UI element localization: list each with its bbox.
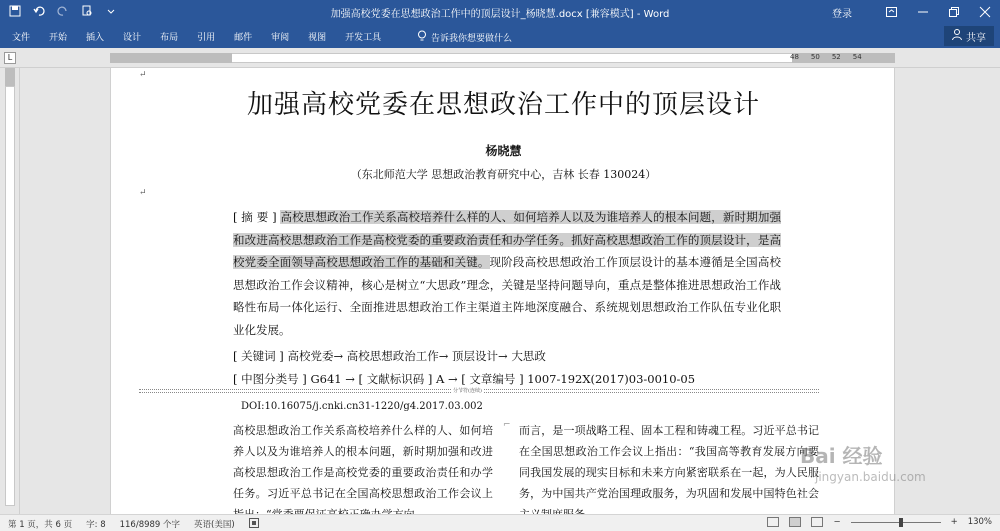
abstract-label: [ 摘 要 ] <box>233 210 277 224</box>
body-column-left: 高校思想政治工作关系高校培养什么样的人、如何培养人以及为谁培养人的根本问题，新时期加强和改进高校思想政治工作是高校党委的重要政治责任和办学任务。习近平总书记在全国高校思想政治工作会议上 <box>233 424 493 500</box>
read-mode-icon[interactable] <box>767 517 779 527</box>
keywords-label: [ 关键词 ] <box>233 349 284 363</box>
zoom-slider-thumb[interactable] <box>899 518 903 527</box>
tab-file[interactable]: 文件 <box>12 33 31 43</box>
ruler-left-margin <box>110 53 232 63</box>
ruler-number: 50 <box>810 53 820 61</box>
login-link[interactable]: 登录 <box>832 9 852 20</box>
status-bar <box>0 514 1000 531</box>
word-count[interactable]: 116/8989 个字 <box>119 520 181 530</box>
horizontal-ruler[interactable] <box>0 48 1000 68</box>
document-title: 加强高校党委在思想政治工作中的顶层设计 <box>246 90 760 120</box>
minimize-icon[interactable] <box>907 0 938 24</box>
tab-view[interactable]: 视图 <box>308 33 327 43</box>
keywords-line <box>233 348 546 364</box>
body-column-right: 而言，是一项战略工程、固本工程和铸魂工程。习近平总书记在全国思想政治工作会议上指出：“我国高等教育发展方向要同我国发展的现实目标和未来方向紧密联系在一起，为人民服务，为中国共产党治国理政服务，为巩固和发展中国特色社会 <box>519 424 819 500</box>
restore-icon[interactable] <box>938 0 969 24</box>
selected-text[interactable]: 高校思想政治工作关系高校培养什么样的人、如何培养人以及为谁培养人的根本问题，新时期加强和改进高校思想政治工作是高校党委的重要政治责任和办学任务。抓好高校思想政治工作的顶层设计，是高校党委全面领导高校思想政治工作的基础和关键。 <box>233 210 782 269</box>
section-break-label: 分节符(连续) <box>453 388 482 394</box>
undo-icon[interactable] <box>32 4 46 18</box>
print-preview-icon[interactable] <box>80 4 94 18</box>
keywords-text: 高校党委→ 高校思想政治工作→ 顶层设计→ 大思政 <box>287 349 546 363</box>
zoom-out-icon[interactable]: − <box>833 517 841 527</box>
column-marker: ⌐ <box>503 420 511 430</box>
lightbulb-icon <box>417 30 427 45</box>
tab-review[interactable]: 审阅 <box>271 33 290 43</box>
person-icon <box>952 29 962 43</box>
vertical-ruler[interactable] <box>0 68 20 514</box>
ribbon-display-icon[interactable] <box>876 0 907 24</box>
clc-value: G641 <box>310 372 342 386</box>
abstract-text: 现阶段高校思想政治工作顶层设计的基本遵循是全国高校思想政治工作会议精神，核心是树立“大思政”理念，关键是坚持问题导向，重点是整体推进思想政治工作战略性布局一体化运行、全面推进思想政治工作主渠道主阵地深度融合、系统规划思想政治工作队伍专业化职业化发展。 <box>233 255 782 337</box>
tab-home[interactable]: 开始 <box>49 33 68 43</box>
window-title: 加强高校党委在思想政治工作中的顶层设计_杨晓慧.docx [兼容模式] - Word <box>330 9 670 20</box>
doi-line: DOI:10.16075/j.cnki.cn31-1220/g4.2017.03.002 <box>241 401 483 412</box>
redo-icon[interactable] <box>56 4 70 18</box>
tab-references[interactable]: 引用 <box>197 33 216 43</box>
tab-insert[interactable]: 插入 <box>86 33 105 43</box>
quick-access-toolbar <box>8 4 118 18</box>
status-left <box>8 518 259 531</box>
page-count[interactable]: 第 1 页，共 6 页 <box>8 520 73 530</box>
print-layout-icon[interactable] <box>789 517 801 527</box>
save-icon[interactable] <box>8 4 22 18</box>
doc-code-value: A <box>436 372 445 386</box>
title-bar <box>0 0 1000 24</box>
ruler-top-margin <box>5 68 15 86</box>
status-right <box>767 517 992 527</box>
tab-developer[interactable]: 开发工具 <box>345 33 382 43</box>
paragraph-mark: ↵ <box>139 70 147 80</box>
watermark-logo: Bai 经验 <box>800 444 883 468</box>
close-icon[interactable] <box>969 0 1000 24</box>
document-page[interactable] <box>110 68 895 514</box>
tell-me-box[interactable] <box>417 30 512 45</box>
customize-qat-icon[interactable] <box>104 4 118 18</box>
share-label: 共享 <box>966 32 986 44</box>
tab-design[interactable]: 设计 <box>123 33 142 43</box>
article-no-value: 1007-192X(2017)03-0010-05 <box>527 372 696 386</box>
web-layout-icon[interactable] <box>811 517 823 527</box>
classification-line: [ 中图分类号 ] G641 → [ 文献标识码 ] A → [ 文章编号 ] 1007-192X(2017)03-0010-05 <box>233 372 696 386</box>
paragraph-mark: ↵ <box>139 188 147 198</box>
doc-code-label: [ 文献标识码 ] <box>358 372 433 386</box>
zoom-in-icon[interactable]: + <box>950 517 958 527</box>
ruler-v-scale <box>5 86 15 506</box>
window-controls <box>876 0 1000 24</box>
ruler-number: 54 <box>852 53 862 61</box>
abstract-paragraph <box>233 206 781 341</box>
tab-list <box>12 30 400 43</box>
tell-me-text: 告诉我你想要做什么 <box>431 34 513 44</box>
article-no-label: [ 文章编号 ] <box>461 372 524 386</box>
ruler-number: 52 <box>831 53 841 61</box>
zoom-level[interactable]: 130% <box>967 517 992 527</box>
share-button[interactable] <box>944 26 994 46</box>
zoom-slider[interactable] <box>851 522 941 523</box>
tab-layout[interactable]: 布局 <box>160 33 179 43</box>
ruler-number: 48 <box>790 53 799 61</box>
tab-selector-icon[interactable]: L <box>4 52 16 64</box>
ribbon-tabs <box>0 24 1000 48</box>
clc-label: [ 中图分类号 ] <box>233 372 307 386</box>
author-affiliation: （东北师范大学 思想政治教育研究中心，吉林 长春 130024） <box>350 168 657 181</box>
word-label[interactable]: 字: 8 <box>86 520 106 530</box>
tab-mailings[interactable]: 邮件 <box>234 33 253 43</box>
ruler-numbers <box>790 53 862 61</box>
language[interactable]: 英语(美国) <box>194 520 235 530</box>
macro-icon[interactable] <box>249 518 259 531</box>
author-name: 杨晓慧 <box>485 144 522 158</box>
watermark-url: jingyan.baidu.com <box>815 470 926 484</box>
